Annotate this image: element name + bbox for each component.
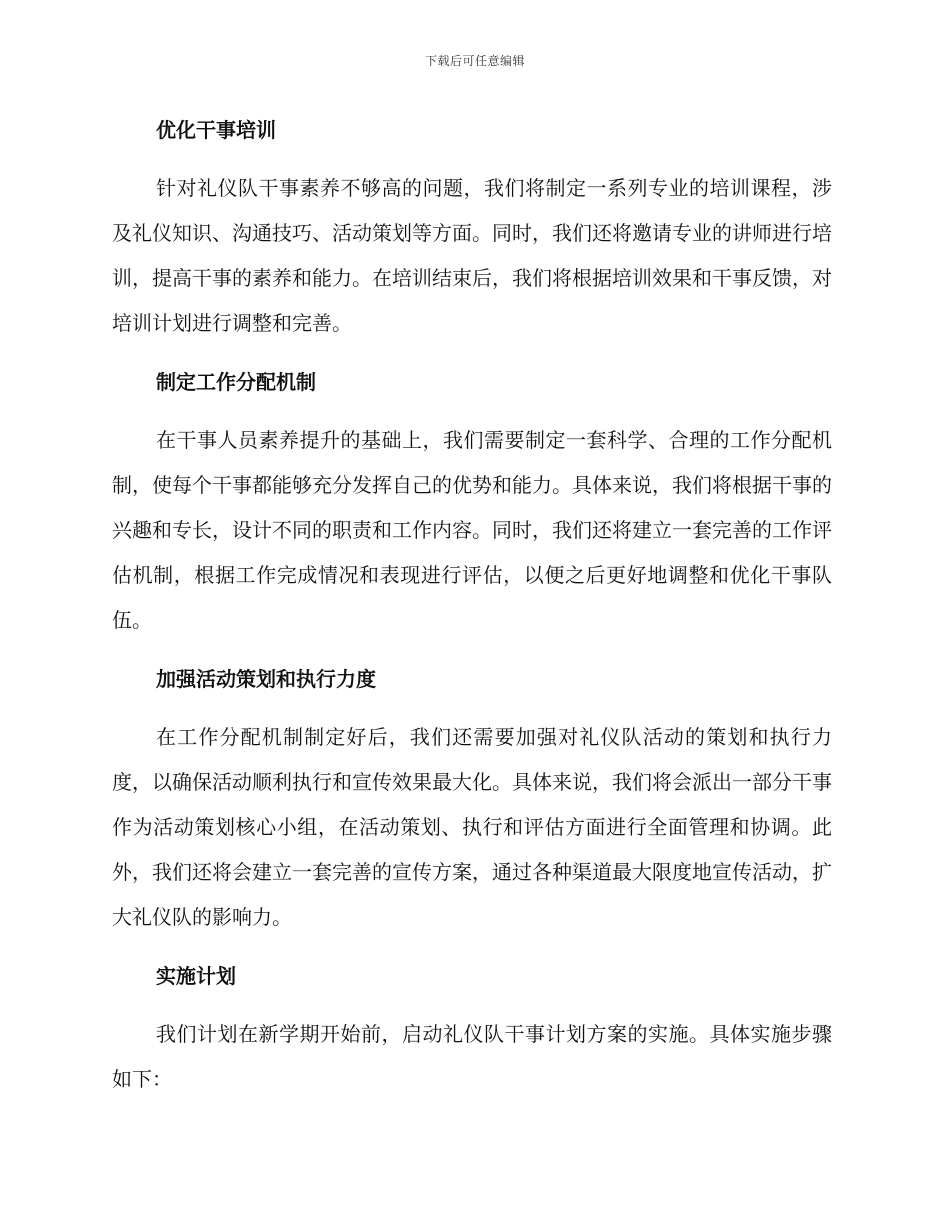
document-body <box>112 108 832 1102</box>
section-heading: 实施计划 <box>156 964 236 988</box>
section-heading: 制定工作分配机制 <box>156 370 316 394</box>
section-heading: 加强活动策划和执行力度 <box>156 667 376 691</box>
section-work-allocation <box>112 360 832 643</box>
section-paragraph: 在干事人员素养提升的基础上，我们需要制定一套科学、合理的工作分配机制，使每个干事都能够充分发挥自己的优势和能力。具体来说，我们将根据干事的兴趣和专长，设计不同的职责和工作内容。同时，我们还将建立一套完善的工作评估机制，根据工作完成情况和表现进行评估，以便之后更好地调整和优化干事队伍。 <box>112 428 832 632</box>
section-paragraph: 在工作分配机制制定好后，我们还需要加强对礼仪队活动的策划和执行力度，以确保活动顺利执行和宣传效果最大化。具体来说，我们将会派出一部分干事作为活动策划核心小组，在活动策划、执行和评估方面进行全面管理和协调。此外，我们还将会建立一套完善的宣传方案，通过各种渠道最大限度地宣传活动，扩大礼仪队的影响力。 <box>112 725 832 929</box>
section-paragraph: 我们计划在新学期开始前，启动礼仪队干事计划方案的实施。具体实施步骤如下： <box>112 1022 832 1091</box>
section-heading: 优化干事培训 <box>156 118 276 142</box>
section-implementation-plan <box>112 954 832 1102</box>
header-note: 下载后可任意编辑 <box>424 54 525 68</box>
section-paragraph: 针对礼仪队干事素养不够高的问题，我们将制定一系列专业的培训课程，涉及礼仪知识、沟通技巧、活动策划等方面。同时，我们还将邀请专业的讲师进行培训，提高干事的素养和能力。在培训结束后，我们将根据培训效果和干事反馈，对培训计划进行调整和完善。 <box>112 176 832 335</box>
section-training <box>112 108 832 346</box>
section-activity-planning <box>112 657 832 940</box>
